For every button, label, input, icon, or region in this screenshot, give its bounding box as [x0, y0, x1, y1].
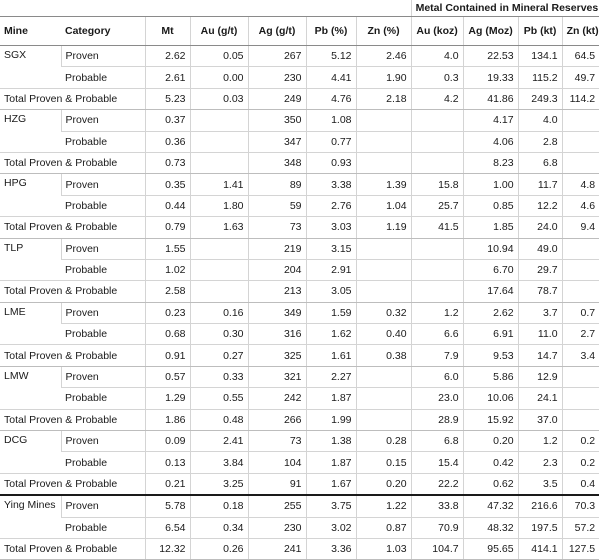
total-ag-moz-cell: 41.86	[463, 88, 518, 109]
total-au-koz-cell: 28.9	[411, 409, 463, 430]
au-gt-cell: 1.41	[190, 174, 248, 195]
ag-gt-cell: 316	[248, 324, 306, 345]
total-ag-moz-cell: 1.85	[463, 217, 518, 238]
au-gt-cell: 0.00	[190, 67, 248, 88]
ag-gt-cell: 59	[248, 195, 306, 216]
total-ag-gt-cell: 348	[248, 152, 306, 173]
zn-kt-cell	[562, 366, 599, 387]
mine-name-cell: HPG	[0, 174, 61, 217]
mt-cell: 1.55	[145, 238, 190, 259]
total-label-cell: Total Proven & Probable	[0, 88, 145, 109]
zn-pct-cell: 0.32	[356, 302, 411, 323]
au-gt-cell: 1.80	[190, 195, 248, 216]
total-pb-kt-cell: 6.8	[518, 152, 562, 173]
zn-kt-cell	[562, 131, 599, 152]
total-label-cell: Total Proven & Probable	[0, 217, 145, 238]
total-zn-pct-cell: 0.20	[356, 473, 411, 495]
ag-gt-cell: 267	[248, 46, 306, 67]
total-mt-cell: 1.86	[145, 409, 190, 430]
col-header-ag-gt: Ag (g/t)	[248, 17, 306, 46]
table-row	[0, 452, 599, 473]
ag-moz-cell: 4.17	[463, 110, 518, 131]
zn-pct-cell	[356, 259, 411, 280]
table-row	[0, 238, 599, 259]
total-ag-moz-cell: 9.53	[463, 345, 518, 366]
ag-moz-cell: 4.06	[463, 131, 518, 152]
pb-kt-cell: 4.0	[518, 110, 562, 131]
table-row	[0, 195, 599, 216]
total-au-koz-cell: 41.5	[411, 217, 463, 238]
total-row	[0, 473, 599, 495]
total-au-koz-cell	[411, 152, 463, 173]
zn-kt-cell: 0.7	[562, 302, 599, 323]
total-ag-gt-cell: 91	[248, 473, 306, 495]
total-row	[0, 345, 599, 366]
mt-cell: 0.36	[145, 131, 190, 152]
au-koz-cell: 1.2	[411, 302, 463, 323]
col-header-pb-pct: Pb (%)	[306, 17, 356, 46]
mt-cell: 6.54	[145, 517, 190, 538]
zn-kt-cell: 57.2	[562, 517, 599, 538]
total-ag-moz-cell: 95.65	[463, 538, 518, 559]
total-pb-pct-cell: 1.67	[306, 473, 356, 495]
pb-pct-cell: 2.76	[306, 195, 356, 216]
mine-name-cell: Ying Mines	[0, 495, 61, 538]
mt-cell: 0.57	[145, 366, 190, 387]
total-row	[0, 217, 599, 238]
col-header-mine: Mine	[0, 17, 61, 46]
total-mt-cell: 2.58	[145, 281, 190, 302]
pb-kt-cell: 3.7	[518, 302, 562, 323]
total-zn-pct-cell: 2.18	[356, 88, 411, 109]
ag-moz-cell: 6.91	[463, 324, 518, 345]
category-cell: Probable	[61, 67, 145, 88]
col-header-zn-kt: Zn (kt)	[562, 17, 599, 46]
ag-gt-cell: 230	[248, 517, 306, 538]
total-zn-kt-cell: 9.4	[562, 217, 599, 238]
ag-gt-cell: 104	[248, 452, 306, 473]
au-koz-cell: 33.8	[411, 495, 463, 517]
zn-kt-cell: 4.6	[562, 195, 599, 216]
au-koz-cell	[411, 259, 463, 280]
au-gt-cell	[190, 238, 248, 259]
total-au-koz-cell	[411, 281, 463, 302]
table-row	[0, 517, 599, 538]
table-row	[0, 388, 599, 409]
au-gt-cell: 2.41	[190, 431, 248, 452]
mt-cell: 0.44	[145, 195, 190, 216]
total-mt-cell: 0.91	[145, 345, 190, 366]
total-label-cell: Total Proven & Probable	[0, 281, 145, 302]
category-cell: Probable	[61, 452, 145, 473]
au-koz-cell: 0.3	[411, 67, 463, 88]
ag-gt-cell: 73	[248, 431, 306, 452]
ag-moz-cell: 10.94	[463, 238, 518, 259]
ag-moz-cell: 1.00	[463, 174, 518, 195]
zn-pct-cell: 1.22	[356, 495, 411, 517]
au-gt-cell: 0.30	[190, 324, 248, 345]
ag-gt-cell: 230	[248, 67, 306, 88]
pb-pct-cell: 1.38	[306, 431, 356, 452]
total-zn-kt-cell: 3.4	[562, 345, 599, 366]
ag-moz-cell: 47.32	[463, 495, 518, 517]
pb-kt-cell: 115.2	[518, 67, 562, 88]
header-row	[0, 17, 599, 46]
total-pb-pct-cell: 4.76	[306, 88, 356, 109]
au-koz-cell: 6.6	[411, 324, 463, 345]
au-gt-cell: 0.16	[190, 302, 248, 323]
ag-moz-cell: 0.42	[463, 452, 518, 473]
zn-pct-cell: 1.90	[356, 67, 411, 88]
zn-pct-cell: 1.04	[356, 195, 411, 216]
mine-name-cell: TLP	[0, 238, 61, 281]
category-cell: Proven	[61, 238, 145, 259]
zn-kt-cell	[562, 259, 599, 280]
category-cell: Proven	[61, 431, 145, 452]
mine-name-cell: LMW	[0, 366, 61, 409]
total-au-gt-cell: 3.25	[190, 473, 248, 495]
au-koz-cell: 70.9	[411, 517, 463, 538]
ag-gt-cell: 219	[248, 238, 306, 259]
ag-gt-cell: 255	[248, 495, 306, 517]
zn-kt-cell: 0.2	[562, 452, 599, 473]
pb-pct-cell: 2.27	[306, 366, 356, 387]
mine-name-cell: DCG	[0, 431, 61, 474]
au-koz-cell: 6.8	[411, 431, 463, 452]
ag-moz-cell: 0.85	[463, 195, 518, 216]
au-gt-cell	[190, 110, 248, 131]
ag-moz-cell: 6.70	[463, 259, 518, 280]
zn-pct-cell	[356, 131, 411, 152]
table-row	[0, 302, 599, 323]
mt-cell: 2.61	[145, 67, 190, 88]
pb-pct-cell: 3.15	[306, 238, 356, 259]
zn-kt-cell: 0.2	[562, 431, 599, 452]
zn-pct-cell: 0.28	[356, 431, 411, 452]
zn-kt-cell	[562, 110, 599, 131]
total-pb-pct-cell: 3.03	[306, 217, 356, 238]
total-ag-moz-cell: 17.64	[463, 281, 518, 302]
table-row	[0, 67, 599, 88]
au-koz-cell	[411, 131, 463, 152]
pb-pct-cell: 5.12	[306, 46, 356, 67]
pb-pct-cell: 4.41	[306, 67, 356, 88]
total-au-gt-cell: 1.63	[190, 217, 248, 238]
au-gt-cell: 0.05	[190, 46, 248, 67]
ag-moz-cell: 10.06	[463, 388, 518, 409]
pb-pct-cell: 3.75	[306, 495, 356, 517]
table-row	[0, 259, 599, 280]
category-cell: Probable	[61, 131, 145, 152]
total-au-koz-cell: 4.2	[411, 88, 463, 109]
zn-kt-cell	[562, 238, 599, 259]
total-pb-pct-cell: 1.61	[306, 345, 356, 366]
table-row	[0, 431, 599, 452]
category-cell: Probable	[61, 388, 145, 409]
zn-pct-cell	[356, 366, 411, 387]
pb-kt-cell: 2.3	[518, 452, 562, 473]
category-cell: Probable	[61, 517, 145, 538]
ag-gt-cell: 349	[248, 302, 306, 323]
au-koz-cell: 23.0	[411, 388, 463, 409]
pb-pct-cell: 3.38	[306, 174, 356, 195]
total-label-cell: Total Proven & Probable	[0, 473, 145, 495]
ag-moz-cell: 48.32	[463, 517, 518, 538]
mine-name-cell: LME	[0, 302, 61, 345]
total-pb-kt-cell: 78.7	[518, 281, 562, 302]
pb-kt-cell: 29.7	[518, 259, 562, 280]
header-spacer	[0, 0, 411, 17]
pb-kt-cell: 11.0	[518, 324, 562, 345]
au-gt-cell	[190, 259, 248, 280]
col-header-au-koz: Au (koz)	[411, 17, 463, 46]
pb-pct-cell: 1.87	[306, 388, 356, 409]
total-ag-moz-cell: 8.23	[463, 152, 518, 173]
total-zn-kt-cell	[562, 281, 599, 302]
total-label-cell: Total Proven & Probable	[0, 345, 145, 366]
total-label-cell: Total Proven & Probable	[0, 152, 145, 173]
ag-moz-cell: 19.33	[463, 67, 518, 88]
total-row	[0, 409, 599, 430]
total-zn-pct-cell	[356, 281, 411, 302]
pb-kt-cell: 216.6	[518, 495, 562, 517]
category-cell: Proven	[61, 495, 145, 517]
category-cell: Proven	[61, 302, 145, 323]
pb-kt-cell: 134.1	[518, 46, 562, 67]
pb-pct-cell: 1.08	[306, 110, 356, 131]
total-row	[0, 152, 599, 173]
total-pb-kt-cell: 249.3	[518, 88, 562, 109]
total-pb-kt-cell: 414.1	[518, 538, 562, 559]
total-zn-pct-cell	[356, 152, 411, 173]
table-row	[0, 324, 599, 345]
mt-cell: 0.23	[145, 302, 190, 323]
zn-pct-cell: 1.39	[356, 174, 411, 195]
pb-kt-cell: 24.1	[518, 388, 562, 409]
total-au-gt-cell: 0.48	[190, 409, 248, 430]
mt-cell: 0.09	[145, 431, 190, 452]
total-ag-moz-cell: 0.62	[463, 473, 518, 495]
total-row	[0, 88, 599, 109]
total-ag-gt-cell: 73	[248, 217, 306, 238]
header-super-row	[0, 0, 599, 17]
zn-pct-cell	[356, 110, 411, 131]
col-header-au-gt: Au (g/t)	[190, 17, 248, 46]
total-row	[0, 538, 599, 559]
total-zn-pct-cell: 1.03	[356, 538, 411, 559]
ag-moz-cell: 0.20	[463, 431, 518, 452]
total-zn-kt-cell	[562, 152, 599, 173]
category-cell: Probable	[61, 324, 145, 345]
pb-kt-cell: 1.2	[518, 431, 562, 452]
au-koz-cell	[411, 110, 463, 131]
zn-pct-cell	[356, 388, 411, 409]
pb-kt-cell: 12.2	[518, 195, 562, 216]
total-pb-kt-cell: 24.0	[518, 217, 562, 238]
total-mt-cell: 0.79	[145, 217, 190, 238]
ag-moz-cell: 5.86	[463, 366, 518, 387]
zn-kt-cell: 64.5	[562, 46, 599, 67]
total-au-gt-cell: 0.03	[190, 88, 248, 109]
au-gt-cell: 0.55	[190, 388, 248, 409]
ag-moz-cell: 2.62	[463, 302, 518, 323]
mine-name-cell: HZG	[0, 110, 61, 153]
pb-kt-cell: 11.7	[518, 174, 562, 195]
col-header-ag-moz: Ag (Moz)	[463, 17, 518, 46]
table-row	[0, 46, 599, 67]
zn-kt-cell: 2.7	[562, 324, 599, 345]
total-ag-gt-cell: 249	[248, 88, 306, 109]
category-cell: Proven	[61, 174, 145, 195]
total-au-gt-cell	[190, 152, 248, 173]
au-koz-cell: 15.8	[411, 174, 463, 195]
au-koz-cell: 15.4	[411, 452, 463, 473]
total-ag-gt-cell: 325	[248, 345, 306, 366]
pb-kt-cell: 49.0	[518, 238, 562, 259]
au-gt-cell: 0.33	[190, 366, 248, 387]
category-cell: Probable	[61, 259, 145, 280]
au-gt-cell	[190, 131, 248, 152]
mt-cell: 0.68	[145, 324, 190, 345]
mt-cell: 0.37	[145, 110, 190, 131]
pb-pct-cell: 1.59	[306, 302, 356, 323]
total-au-koz-cell: 7.9	[411, 345, 463, 366]
pb-pct-cell: 2.91	[306, 259, 356, 280]
total-pb-kt-cell: 14.7	[518, 345, 562, 366]
zn-pct-cell: 0.40	[356, 324, 411, 345]
total-ag-gt-cell: 213	[248, 281, 306, 302]
pb-pct-cell: 1.87	[306, 452, 356, 473]
total-au-koz-cell: 104.7	[411, 538, 463, 559]
total-au-gt-cell: 0.27	[190, 345, 248, 366]
table-row	[0, 174, 599, 195]
total-au-gt-cell	[190, 281, 248, 302]
pb-pct-cell: 0.77	[306, 131, 356, 152]
ag-moz-cell: 22.53	[463, 46, 518, 67]
category-cell: Proven	[61, 366, 145, 387]
au-koz-cell: 25.7	[411, 195, 463, 216]
ag-gt-cell: 347	[248, 131, 306, 152]
zn-kt-cell: 49.7	[562, 67, 599, 88]
table-row	[0, 131, 599, 152]
zn-kt-cell: 70.3	[562, 495, 599, 517]
total-label-cell: Total Proven & Probable	[0, 538, 145, 559]
total-mt-cell: 0.21	[145, 473, 190, 495]
total-pb-pct-cell: 3.05	[306, 281, 356, 302]
total-zn-kt-cell: 114.2	[562, 88, 599, 109]
total-pb-kt-cell: 3.5	[518, 473, 562, 495]
mt-cell: 5.78	[145, 495, 190, 517]
total-row	[0, 281, 599, 302]
zn-pct-cell: 0.15	[356, 452, 411, 473]
mt-cell: 0.35	[145, 174, 190, 195]
ag-gt-cell: 89	[248, 174, 306, 195]
total-ag-gt-cell: 241	[248, 538, 306, 559]
au-gt-cell: 0.18	[190, 495, 248, 517]
pb-kt-cell: 2.8	[518, 131, 562, 152]
mt-cell: 1.29	[145, 388, 190, 409]
total-pb-pct-cell: 1.99	[306, 409, 356, 430]
au-koz-cell	[411, 238, 463, 259]
au-gt-cell: 0.34	[190, 517, 248, 538]
total-zn-pct-cell	[356, 409, 411, 430]
total-zn-pct-cell: 0.38	[356, 345, 411, 366]
mine-name-cell: SGX	[0, 46, 61, 89]
ag-gt-cell: 204	[248, 259, 306, 280]
ag-gt-cell: 350	[248, 110, 306, 131]
pb-pct-cell: 1.62	[306, 324, 356, 345]
pb-kt-cell: 12.9	[518, 366, 562, 387]
au-gt-cell: 3.84	[190, 452, 248, 473]
pb-pct-cell: 3.02	[306, 517, 356, 538]
zn-pct-cell	[356, 238, 411, 259]
category-cell: Proven	[61, 46, 145, 67]
metal-contained-group-header: Metal Contained in Mineral Reserves	[411, 0, 599, 17]
total-zn-kt-cell: 127.5	[562, 538, 599, 559]
col-header-category: Category	[61, 17, 145, 46]
table-row	[0, 110, 599, 131]
pb-kt-cell: 197.5	[518, 517, 562, 538]
total-zn-pct-cell: 1.19	[356, 217, 411, 238]
total-zn-kt-cell	[562, 409, 599, 430]
col-header-pb-kt: Pb (kt)	[518, 17, 562, 46]
zn-kt-cell	[562, 388, 599, 409]
total-label-cell: Total Proven & Probable	[0, 409, 145, 430]
total-mt-cell: 12.32	[145, 538, 190, 559]
au-koz-cell: 4.0	[411, 46, 463, 67]
ag-gt-cell: 321	[248, 366, 306, 387]
total-ag-moz-cell: 15.92	[463, 409, 518, 430]
total-au-gt-cell: 0.26	[190, 538, 248, 559]
total-pb-pct-cell: 0.93	[306, 152, 356, 173]
mt-cell: 1.02	[145, 259, 190, 280]
zn-pct-cell: 2.46	[356, 46, 411, 67]
total-zn-kt-cell: 0.4	[562, 473, 599, 495]
mt-cell: 0.13	[145, 452, 190, 473]
ag-gt-cell: 242	[248, 388, 306, 409]
category-cell: Proven	[61, 110, 145, 131]
total-mt-cell: 5.23	[145, 88, 190, 109]
zn-pct-cell: 0.87	[356, 517, 411, 538]
mt-cell: 2.62	[145, 46, 190, 67]
au-koz-cell: 6.0	[411, 366, 463, 387]
table-row	[0, 366, 599, 387]
zn-kt-cell: 4.8	[562, 174, 599, 195]
total-pb-pct-cell: 3.36	[306, 538, 356, 559]
total-ag-gt-cell: 266	[248, 409, 306, 430]
total-au-koz-cell: 22.2	[411, 473, 463, 495]
col-header-mt: Mt	[145, 17, 190, 46]
total-pb-kt-cell: 37.0	[518, 409, 562, 430]
table-row	[0, 495, 599, 517]
category-cell: Probable	[61, 195, 145, 216]
total-mt-cell: 0.73	[145, 152, 190, 173]
col-header-zn-pct: Zn (%)	[356, 17, 411, 46]
table-body	[0, 46, 599, 560]
